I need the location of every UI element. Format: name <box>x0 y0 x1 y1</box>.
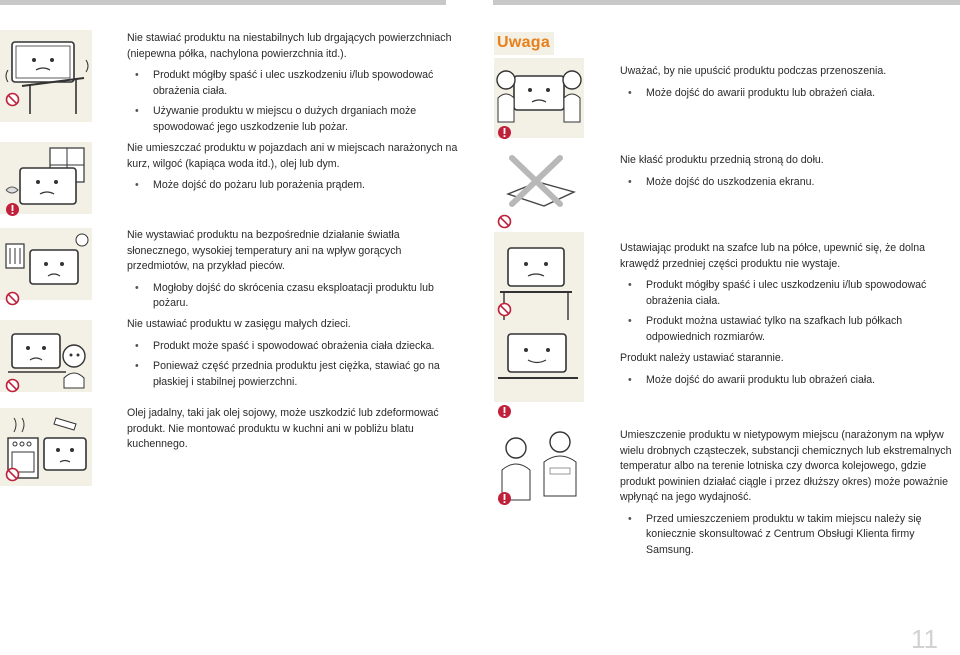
top-rule-right <box>493 0 960 5</box>
warning-icon <box>497 491 512 506</box>
left-section-4 <box>127 317 462 396</box>
bullet-item: • Może dojść do pożaru lub porażenia prądem. <box>127 178 462 194</box>
bullet-item: • Może dojść do awarii produktu lub obrażeń ciała. <box>620 86 950 102</box>
illustration-stable-stand <box>494 324 584 402</box>
paragraph: Nie wystawiać produktu na bezpośrednie działanie światła słonecznego, wysokiej temperatury ani na wpływ gorących przedmiotów, na przykład pieców. <box>127 229 402 272</box>
warning-icon <box>5 202 20 217</box>
left-section-1 <box>127 31 457 141</box>
bullet-item: • Może dojść do uszkodzenia ekranu. <box>620 175 950 191</box>
section-heading: Uwaga <box>494 32 554 55</box>
bullet-item: • Produkt mógłby spaść i ulec uszkodzeniu i/lub spowodować obrażenia ciała. <box>620 278 958 309</box>
bullet-item: • Może dojść do awarii produktu lub obrażeń ciała. <box>620 373 958 389</box>
prohibited-icon <box>497 214 512 229</box>
warning-icon <box>497 125 512 140</box>
bullet-item: • Używanie produktu w miejscu o dużych drganiach może spowodować jego uszkodzenie lub pożar. <box>127 104 457 135</box>
bullet-item: • Produkt można ustawiać tylko na szafkach lub półkach odpowiednich rozmiarów. <box>620 314 958 345</box>
right-section-3 <box>620 241 958 394</box>
left-section-5 <box>127 406 462 459</box>
prohibited-icon <box>5 378 20 393</box>
warning-icon <box>497 404 512 419</box>
paragraph: Uważać, by nie upuścić produktu podczas przenoszenia. <box>620 65 887 77</box>
bullet-item: • Przed umieszczeniem produktu w takim miejscu należy się koniecznie skonsultować z Centrum Obsługi Klienta firmy Samsung. <box>620 512 958 559</box>
illustration-face-down <box>494 152 584 210</box>
page-number: 11 <box>911 624 938 654</box>
paragraph: Nie stawiać produktu na niestabilnych lub drgających powierzchniach (niepewna półka, nachylona powierzchnia itd.). <box>127 32 452 60</box>
paragraph: Ustawiając produkt na szafce lub na półce, upewnić się, że dolna krawędź przedniej części produktu nie wystaje. <box>620 242 926 270</box>
paragraph: Nie umieszczać produktu w pojazdach ani w miejscach narażonych na kurz, wilgoć (kapiąca woda itd.), olej lub dym. <box>127 142 458 170</box>
bullet-item: • Produkt mógłby spaść i ulec uszkodzeniu i/lub spowodować obrażenia ciała. <box>127 68 457 99</box>
top-rule-left <box>0 0 446 5</box>
paragraph: Olej jadalny, taki jak olej sojowy, może uszkodzić lub zdeformować produkt. Nie montować produktu w kuchni ani w pobliżu blatu kuchennego. <box>127 407 439 450</box>
prohibited-icon <box>5 92 20 107</box>
bullet-item: • Ponieważ część przednia produktu jest ciężka, stawiać go na płaskiej i stabilnej powierzchni. <box>127 359 462 390</box>
paragraph: Produkt należy ustawiać starannie. <box>620 352 784 364</box>
illustration-heater-sun <box>0 228 92 300</box>
left-section-3 <box>127 228 462 318</box>
paragraph: Nie ustawiać produktu w zasięgu małych dzieci. <box>127 318 351 330</box>
right-section-4 <box>620 428 958 564</box>
bullet-item: • Mogłoby dojść do skrócenia czasu eksploatacji produktu lub pożaru. <box>127 281 462 312</box>
illustration-unstable-shelf <box>0 30 92 122</box>
bullet-item: • Produkt może spaść i spowodować obrażenia ciała dziecka. <box>127 339 462 355</box>
paragraph: Umieszczenie produktu w nietypowym miejscu (narażonym na wpływ wielu drobnych cząsteczek, substancji chemicznych lub ekstremalnych temperatur albo na terenie lotniska czy dworca kolejowego, gdzie produkt powinien działać ciągle i przez dłuższy okres) może poważnie wpłynąć na jego wydajność. <box>620 429 952 503</box>
right-section-1 <box>620 64 950 107</box>
paragraph: Nie kłaść produktu przednią stroną do dołu. <box>620 154 824 166</box>
left-section-2 <box>127 141 462 200</box>
right-section-2 <box>620 153 950 196</box>
prohibited-icon <box>5 467 20 482</box>
prohibited-icon <box>497 302 512 317</box>
prohibited-icon <box>5 291 20 306</box>
